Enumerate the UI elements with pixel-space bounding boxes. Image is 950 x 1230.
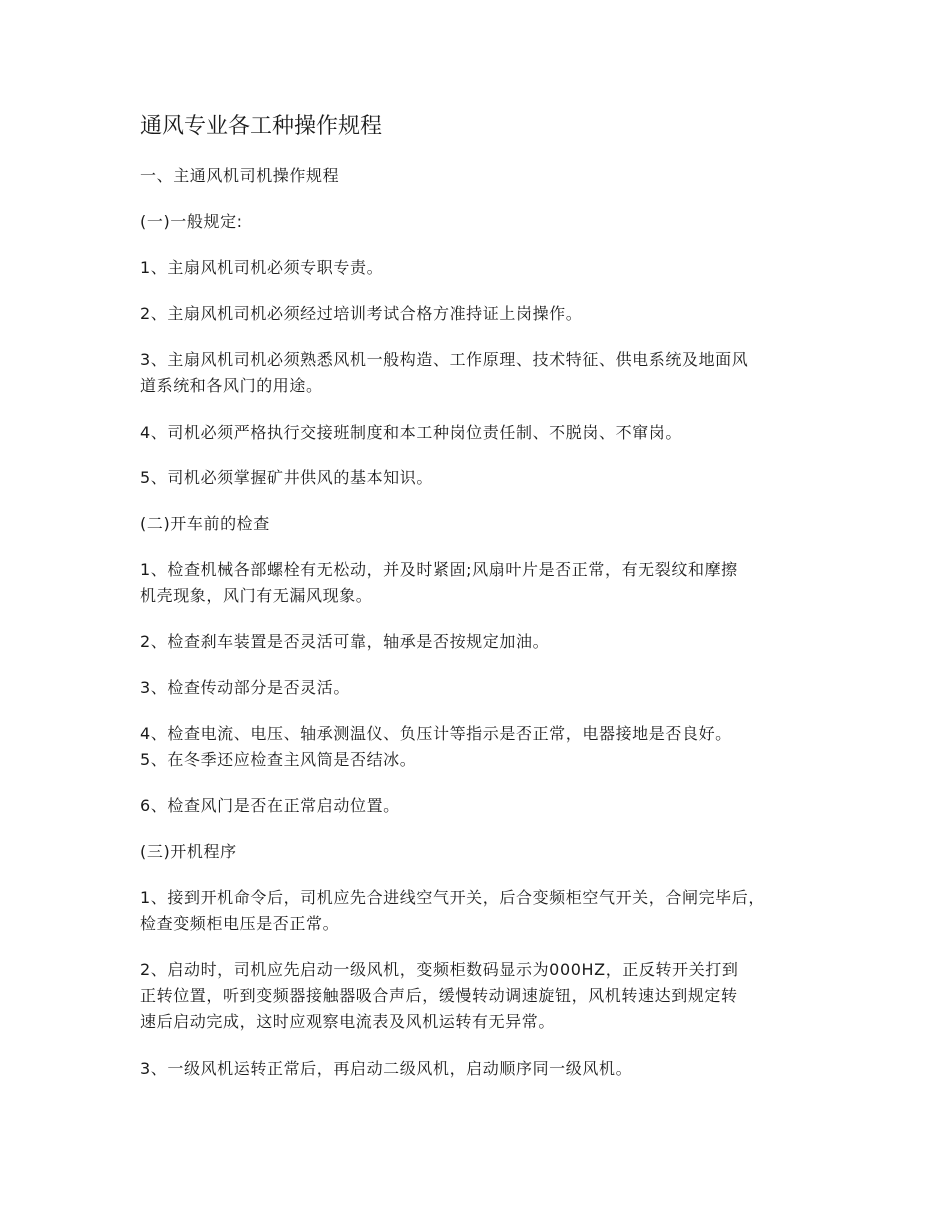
check-line: 1、检查机械各部螺栓有无松动，并及时紧固;风扇叶片是否正常，有无裂纹和摩擦	[140, 560, 738, 579]
check-line: 4、检查电流、电压、轴承测温仪、负压计等指示是否正常，电器接地是否良好。	[140, 724, 732, 743]
startup-line: 2、启动时，司机应先启动一级风机，变频柜数码显示为000HZ，正反转开关打到	[140, 960, 739, 979]
check-line: 机壳现象，风门有无漏风现象。	[140, 586, 373, 605]
subsection-heading: (三)开机程序	[140, 842, 237, 861]
section-heading: 一、主通风机司机操作规程	[140, 166, 340, 185]
check-line: 3、检查传动部分是否灵活。	[140, 678, 350, 697]
startup-line: 3、一级风机运转正常后，再启动二级风机，启动顺序同一级风机。	[140, 1059, 633, 1078]
startup-line: 速后启动完成，这时应观察电流表及风机运转有无异常。	[140, 1012, 556, 1031]
check-line: 5、在冬季还应检查主风筒是否结冰。	[140, 750, 417, 769]
rule-line: 2、主扇风机司机必须经过培训考试合格方准持证上岗操作。	[140, 304, 583, 323]
rule-line: 4、司机必须严格执行交接班制度和本工种岗位责任制、不脱岗、不窜岗。	[140, 423, 682, 442]
check-line: 6、检查风门是否在正常启动位置。	[140, 796, 400, 815]
startup-line: 正转位置，听到变频器接触器吸合声后，缓慢转动调速旋钮，风机转速达到规定转	[140, 986, 738, 1005]
document-title: 通风专业各工种操作规程	[140, 114, 383, 139]
startup-line: 1、接到开机命令后，司机应先合进线空气开关，后合变频柜空气开关，合闸完毕后，	[140, 888, 765, 907]
subsection-heading: (二)开车前的检查	[140, 514, 270, 533]
rule-line: 道系统和各风门的用途。	[140, 376, 323, 395]
rule-line: 1、主扇风机司机必须专职专责。	[140, 258, 384, 277]
rule-line: 5、司机必须掌握矿井供风的基本知识。	[140, 468, 433, 487]
subsection-heading: (一)一般规定:	[140, 212, 243, 231]
rule-line: 3、主扇风机司机必须熟悉风机一般构造、工作原理、技术特征、供电系统及地面风	[140, 350, 749, 369]
check-line: 2、检查刹车装置是否灵活可靠，轴承是否按规定加油。	[140, 632, 550, 651]
startup-line: 检查变频柜电压是否正常。	[140, 914, 340, 933]
